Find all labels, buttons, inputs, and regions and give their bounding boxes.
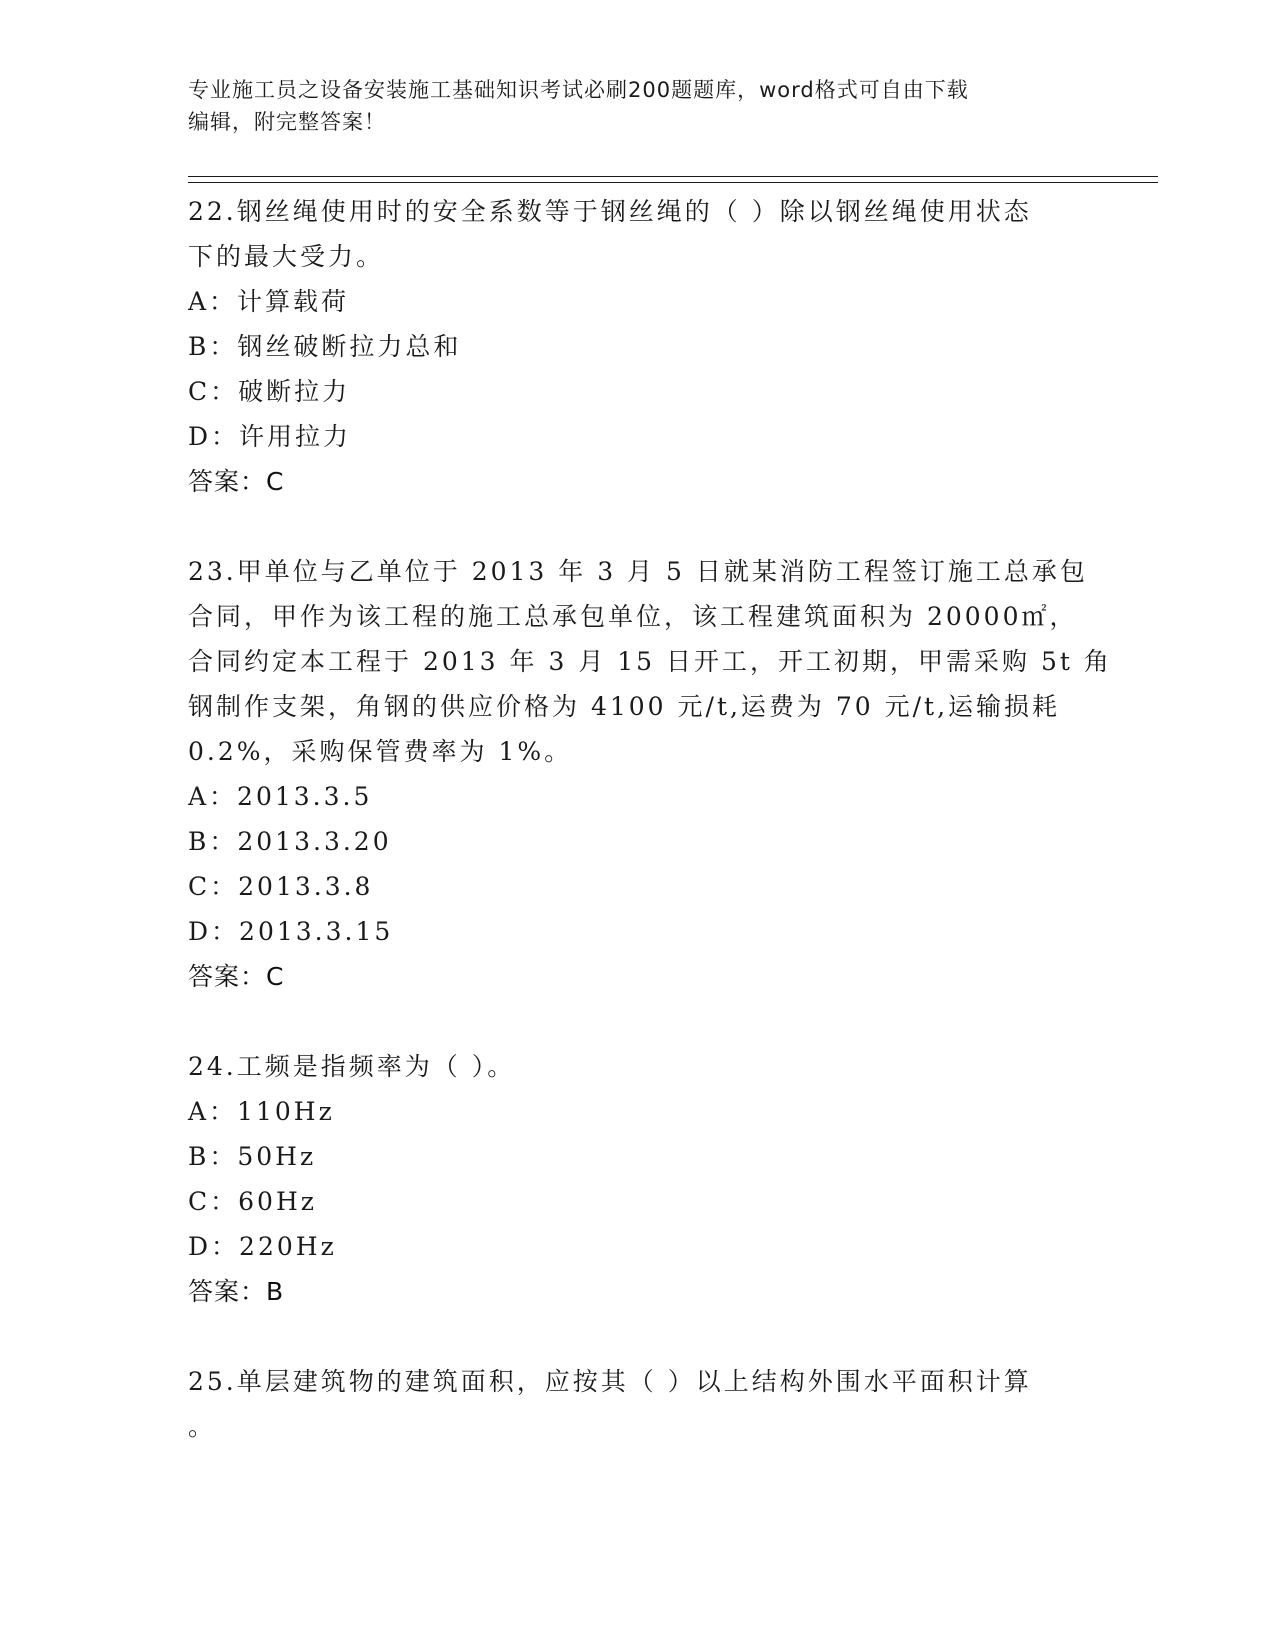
option-b: B：钢丝破断拉力总和 [188, 332, 462, 361]
header-line-1: 专业施工员之设备安装施工基础知识考试必刷200题题库，word格式可自由下载 [188, 78, 969, 102]
answer: 答案：B [188, 1277, 285, 1306]
option-a: A：110Hz [188, 1097, 335, 1126]
question-stem-line: 钢制作支架，角钢的供应价格为 4100 元/t,运费为 70 元/t,运输损耗 [188, 692, 1061, 721]
header-line-2: 编辑，附完整答案！ [188, 110, 386, 134]
question-stem-line: 25.单层建筑物的建筑面积，应按其（ ）以上结构外围水平面积计算 [188, 1367, 1032, 1396]
question-stem-line: 0.2%，采购保管费率为 1%。 [188, 737, 573, 766]
option-d: D：2013.3.15 [188, 917, 394, 946]
option-c: C：60Hz [188, 1187, 317, 1216]
option-b: B：50Hz [188, 1142, 317, 1171]
option-d: D：220Hz [188, 1232, 337, 1261]
header-divider-bottom [188, 182, 1158, 183]
option-a: A：计算载荷 [188, 287, 350, 316]
question-stem-line: 22.钢丝绳使用时的安全系数等于钢丝绳的（ ）除以钢丝绳使用状态 [188, 197, 1032, 226]
document-header [188, 74, 1068, 138]
answer: 答案：C [188, 962, 285, 991]
question-stem-line: 23.甲单位与乙单位于 2013 年 3 月 5 日就某消防工程签订施工总承包 [188, 557, 1088, 586]
question-stem-line: 。 [188, 1412, 217, 1441]
question-stem-line: 24.工频是指频率为（ ）。 [188, 1052, 516, 1081]
question-stem-line: 下的最大受力。 [188, 242, 385, 271]
option-a: A：2013.3.5 [188, 782, 373, 811]
header-divider-top [188, 176, 1158, 177]
option-c: C：破断拉力 [188, 377, 351, 406]
question-stem-line: 合同约定本工程于 2013 年 3 月 15 日开工，开工初期，甲需采购 5t 角 [188, 647, 1112, 676]
option-c: C：2013.3.8 [188, 872, 374, 901]
option-d: D：许用拉力 [188, 422, 352, 451]
answer: 答案：C [188, 467, 285, 496]
option-b: B：2013.3.20 [188, 827, 392, 856]
question-stem-line: 合同，甲作为该工程的施工总承包单位，该工程建筑面积为 20000㎡， [188, 602, 1078, 631]
